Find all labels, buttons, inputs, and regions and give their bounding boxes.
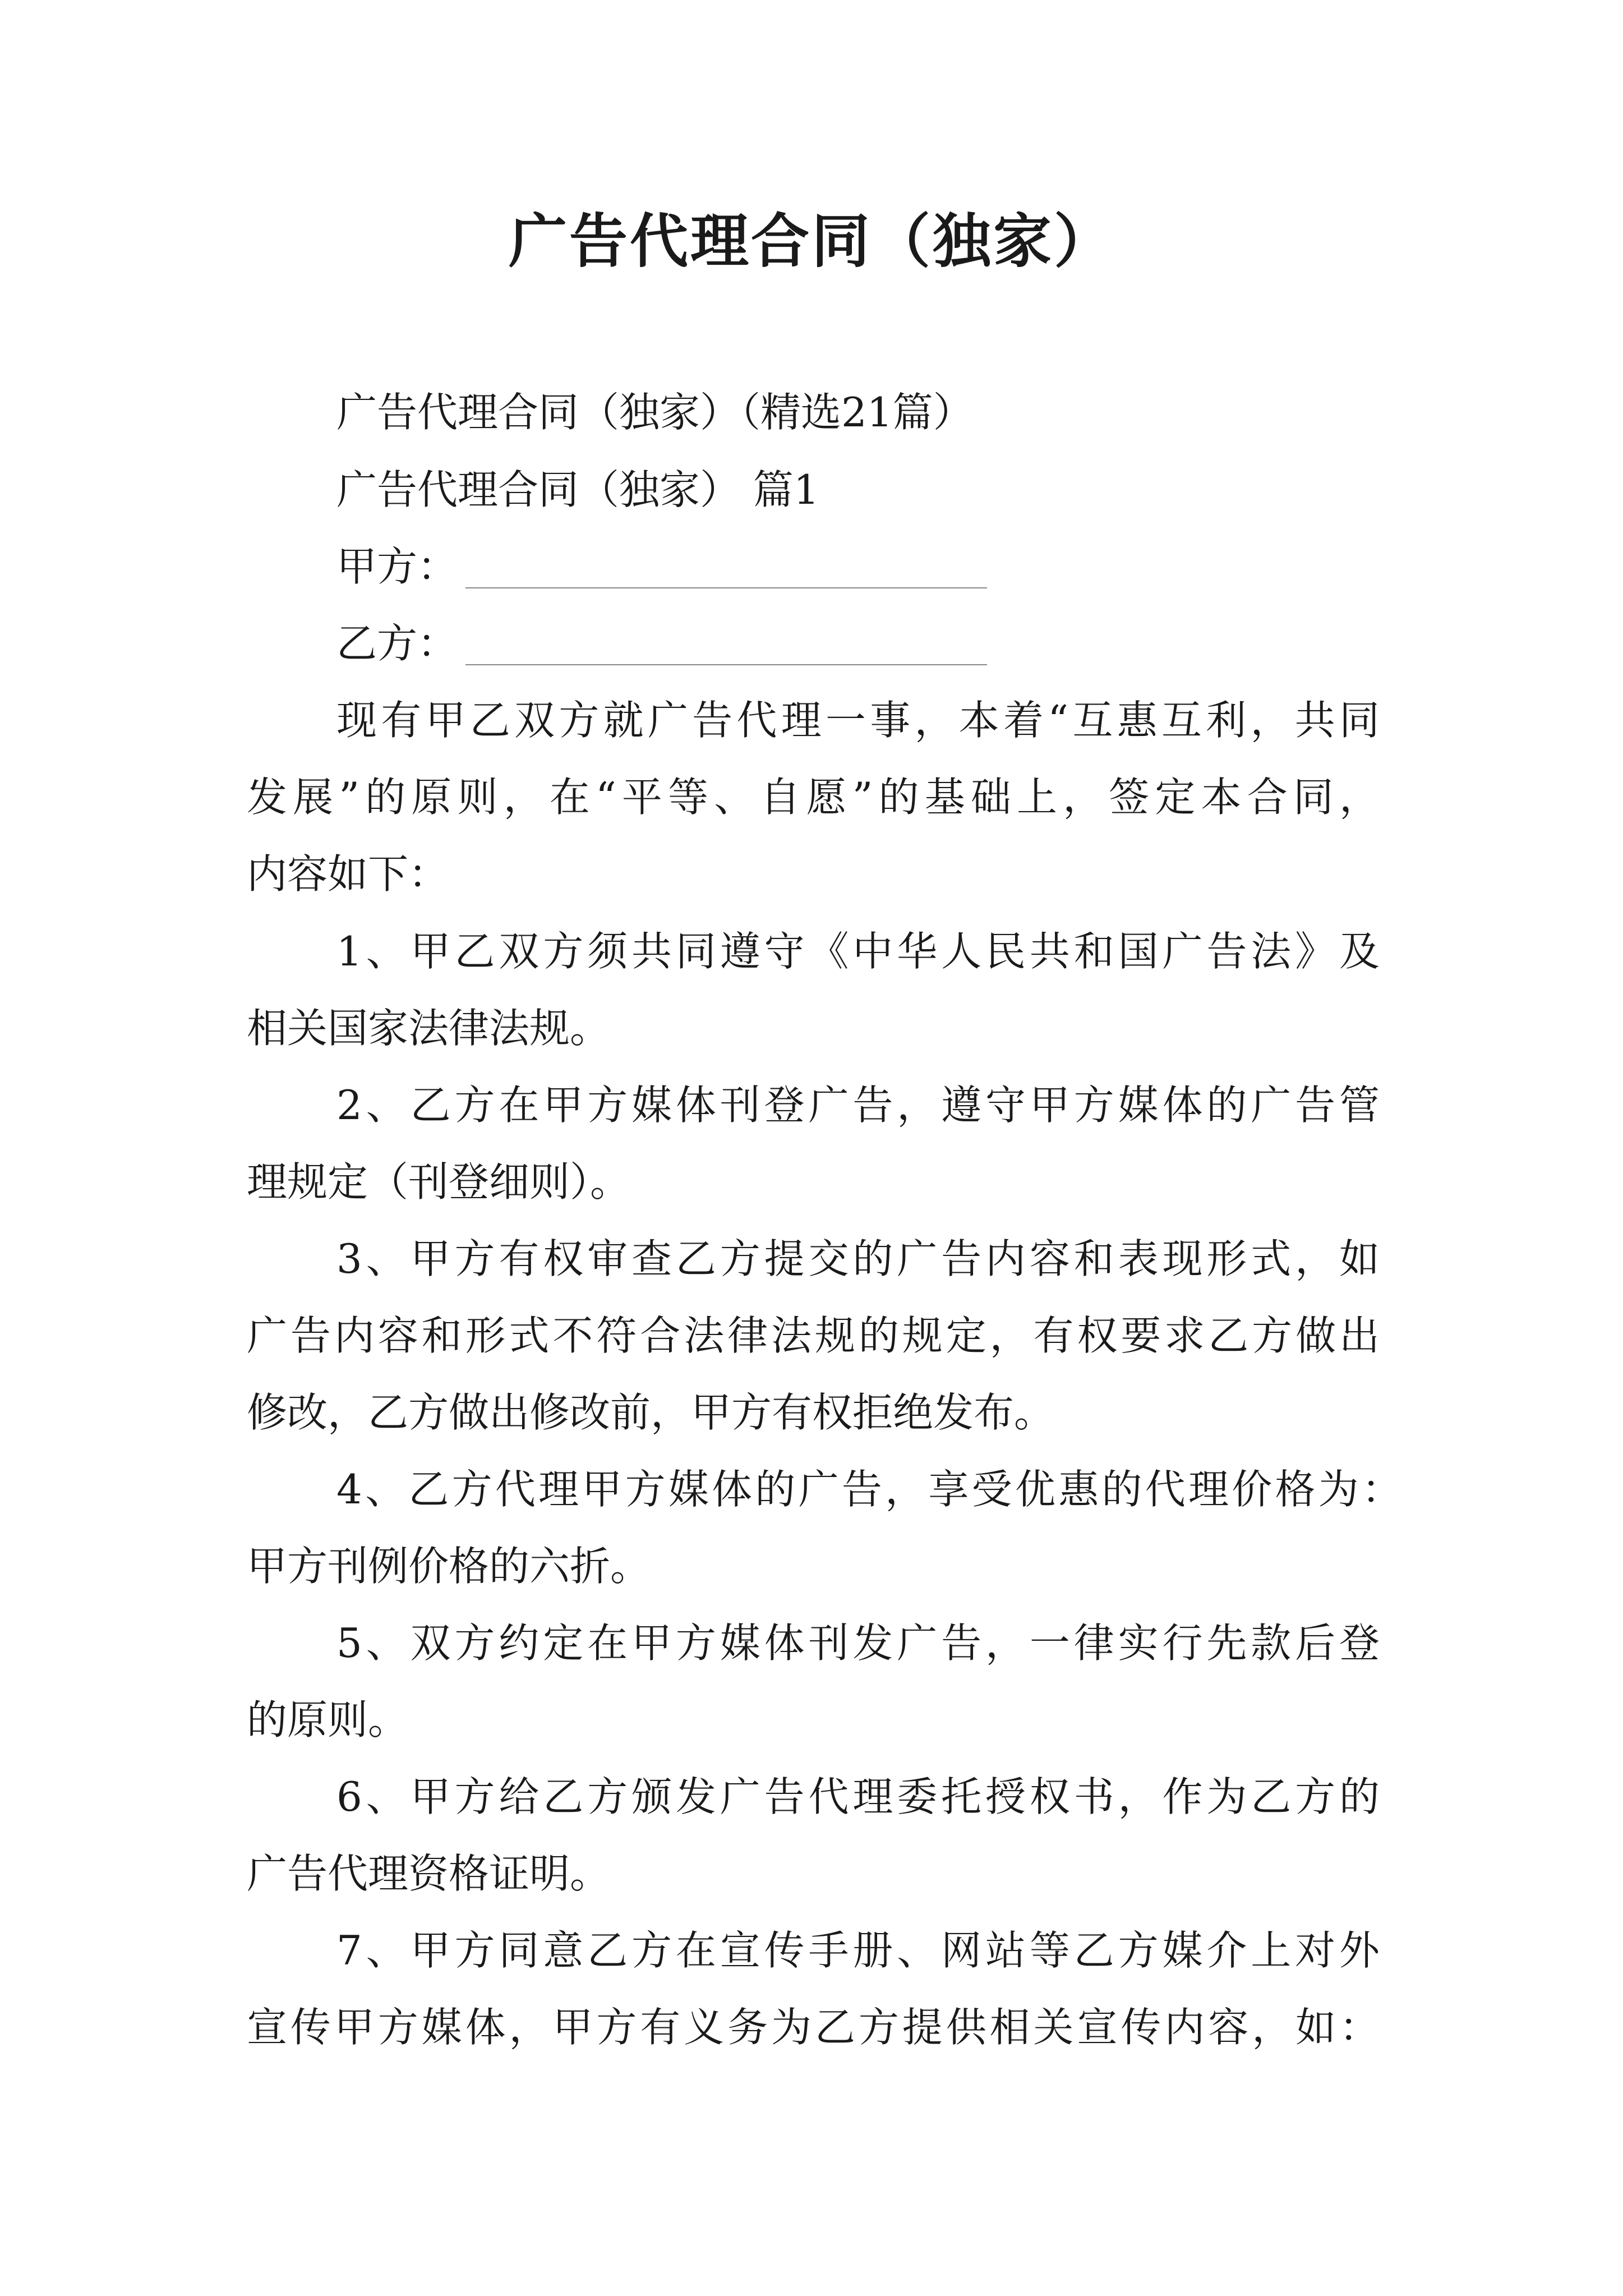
paragraph-line: 1、甲乙双方须共同遵守《中华人民共和国广告法》及: [336, 928, 1380, 975]
paragraph-line: 理规定（刊登细则）。: [247, 1158, 631, 1205]
paragraph-line: 修改，乙方做出修改前，甲方有权拒绝发布。: [247, 1389, 1055, 1436]
party-b-blank: [465, 664, 987, 665]
paragraph-line: 广告代理资格证明。: [247, 1850, 611, 1897]
paragraph-line: 6、甲方给乙方颁发广告代理委托授权书，作为乙方的: [336, 1773, 1380, 1820]
document-title: 广告代理合同（独家）: [508, 207, 1114, 275]
paragraph-line: 5、双方约定在甲方媒体刊发广告，一律实行先款后登: [336, 1619, 1380, 1667]
paragraph-line: 宣传甲方媒体，甲方有义务为乙方提供相关宣传内容，如：: [247, 2004, 1380, 2051]
paragraph-line: 7、甲方同意乙方在宣传手册、网站等乙方媒介上对外: [336, 1927, 1380, 1974]
paragraph-line: 广告内容和形式不符合法律法规的规定，有权要求乙方做出: [247, 1312, 1380, 1359]
paragraph-line: 4、乙方代理甲方媒体的广告，享受优惠的代理价格为：: [336, 1466, 1402, 1513]
paragraph-line: 相关国家法律法规。: [247, 1005, 611, 1052]
party-a-label: 甲方：: [336, 543, 458, 590]
section-heading: 广告代理合同（独家） 篇1: [336, 466, 819, 513]
document-subtitle: 广告代理合同（独家）（精选21篇）: [336, 389, 974, 436]
party-b-label: 乙方：: [336, 620, 458, 667]
paragraph-line: 现有甲乙双方就广告代理一事，本着“互惠互利，共同: [336, 697, 1380, 744]
paragraph-line: 2、乙方在甲方媒体刊登广告，遵守甲方媒体的广告管: [336, 1082, 1380, 1129]
party-a-blank: [465, 587, 987, 588]
paragraph-line: 3、甲方有权审查乙方提交的广告内容和表现形式，如: [336, 1235, 1380, 1282]
paragraph-line: 发展”的原则，在“平等、自愿”的基础上，签定本合同，: [247, 774, 1380, 821]
paragraph-line: 内容如下：: [247, 850, 449, 898]
paragraph-line: 甲方刊例价格的六折。: [247, 1543, 651, 1590]
paragraph-line: 的原则。: [247, 1696, 409, 1743]
